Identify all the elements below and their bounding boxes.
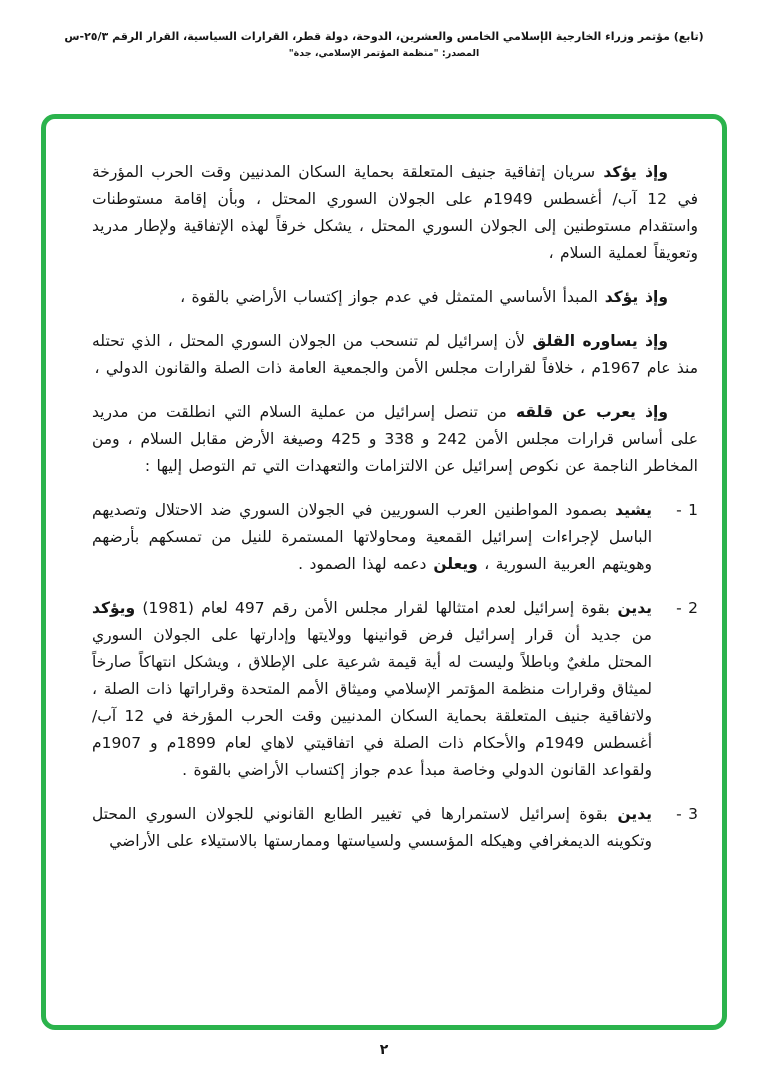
item-body: بصمود المواطنين العرب السوريين في الجولان السوري ضد الاحتلال وتصديهم الباسل لإجراءات إسرائيل القمعية ومحاولاتها المستمرة للنيل من تمسكهم بأرضهم وهويتهم العربية السورية ، xyxy=(92,501,652,573)
item-body: بقوة إسرائيل لعدم امتثالها لقرار مجلس الأمن رقم 497 لعام (1981) xyxy=(135,599,610,617)
resolution-item-3 xyxy=(92,801,698,855)
paragraph-lead: وإذ يؤكد xyxy=(595,163,668,181)
green-border-frame xyxy=(41,114,727,1030)
header-publisher-line: المصدر: "منظمة المؤتمر الإسلامي، جدة" xyxy=(288,48,480,59)
item-text xyxy=(92,801,652,855)
item-lead: يدين xyxy=(609,599,652,617)
preamble-paragraph-1 xyxy=(92,159,698,267)
paragraph-text: المبدأ الأساسي المتمثل في عدم جواز إكتساب الأراضي بالقوة ، xyxy=(180,288,598,306)
header-source-line: (تابع) مؤتمر وزراء الخارجية الإسلامي الخامس والعشرين، الدوحة، دولة قطر، القرارات السياسية، القرار الرقم ٢٥/٣-س xyxy=(64,30,704,43)
item-body-2: من جديد أن قرار إسرائيل فرض قوانينها وولايتها وإدارتها على الجولان السوري المحتل ملغيٌ وباطلاً وليست له أية قيمة شرعية على الإطلاق ، ويشكل انتهاكاً صارخاً لميثاق وقرارات منظمة المؤتمر الإسلامي وميثاق الأمم المتحدة وقراراتها ذات الصلة ، ولاتفاقية جنيف المتعلقة بحماية السكان المدنيين وقت الحرب المؤرخة في 12 آب/أغسطس 1949م والأحكام ذات الصلة في اتفاقيتي لاهاي لعام 1899م و 1907م ولقواعد القانون الدولي وخاصة مبدأ عدم جواز إكتساب الأراضي بالقوة . xyxy=(92,626,652,779)
item-number: 3 - xyxy=(676,805,698,823)
item-lead: يشيد xyxy=(607,501,652,519)
item-emphasis: ويؤكد xyxy=(92,599,136,617)
item-text xyxy=(92,497,652,578)
item-lead: يدين xyxy=(607,805,652,823)
item-text xyxy=(92,595,652,784)
paragraph-lead: وإذ يعرب عن قلقه xyxy=(506,403,668,421)
item-body: بقوة إسرائيل لاستمرارها في تغيير الطابع القانوني للجولان السوري المحتل وتكوينه الديمغرافي وهيكله المؤسسي ولسياستها وممارستها بالاستيلاء على الأراضي xyxy=(92,805,652,850)
paragraph-lead: وإذ يساوره القلق xyxy=(525,332,668,350)
paragraph-text: لأن إسرائيل لم تنسحب من الجولان السوري المحتل ، الذي تحتله منذ عام 1967م ، خلافاً لقرارات مجلس الأمن والجمعية العامة ذات الصلة والقانون الدولي ، xyxy=(92,332,698,377)
item-number: 1 - xyxy=(676,501,698,519)
resolution-item-1 xyxy=(92,497,698,578)
page-number: ٢ xyxy=(379,1042,389,1058)
preamble-paragraph-3 xyxy=(92,328,698,382)
paragraph-text: سريان إتفاقية جنيف المتعلقة بحماية السكان المدنيين وقت الحرب المؤرخة في 12 آب/ أغسطس 1949م على الجولان السوري المحتل ، وبأن إقامة مستوطنات واستقدام مستوطنين إلى الجولان السوري المحتل ، يشكل خرقاً لهذه الإتفاقية ولإطار مدريد وتعويقاً لعملية السلام ، xyxy=(92,163,698,262)
preamble-paragraph-4 xyxy=(92,399,698,480)
document-header xyxy=(0,30,768,59)
document-body xyxy=(46,119,722,1025)
preamble-paragraph-2 xyxy=(92,284,698,311)
paragraph-text: من تنصل إسرائيل من عملية السلام التي انطلقت من مدريد على أساس قرارات مجلس الأمن 242 و 338 و 425 وصيغة الأرض مقابل السلام ، ومن المخاطر الناجمة عن نكوص إسرائيل عن الالتزامات والتعهدات التي تم التوصل إليها : xyxy=(92,403,699,475)
paragraph-lead: وإذ يؤكد xyxy=(597,288,668,306)
item-emphasis: ويعلن xyxy=(426,555,478,573)
item-body-2: دعمه لهذا الصمود . xyxy=(298,555,427,573)
resolution-item-2 xyxy=(92,595,698,784)
item-number: 2 - xyxy=(676,599,698,617)
